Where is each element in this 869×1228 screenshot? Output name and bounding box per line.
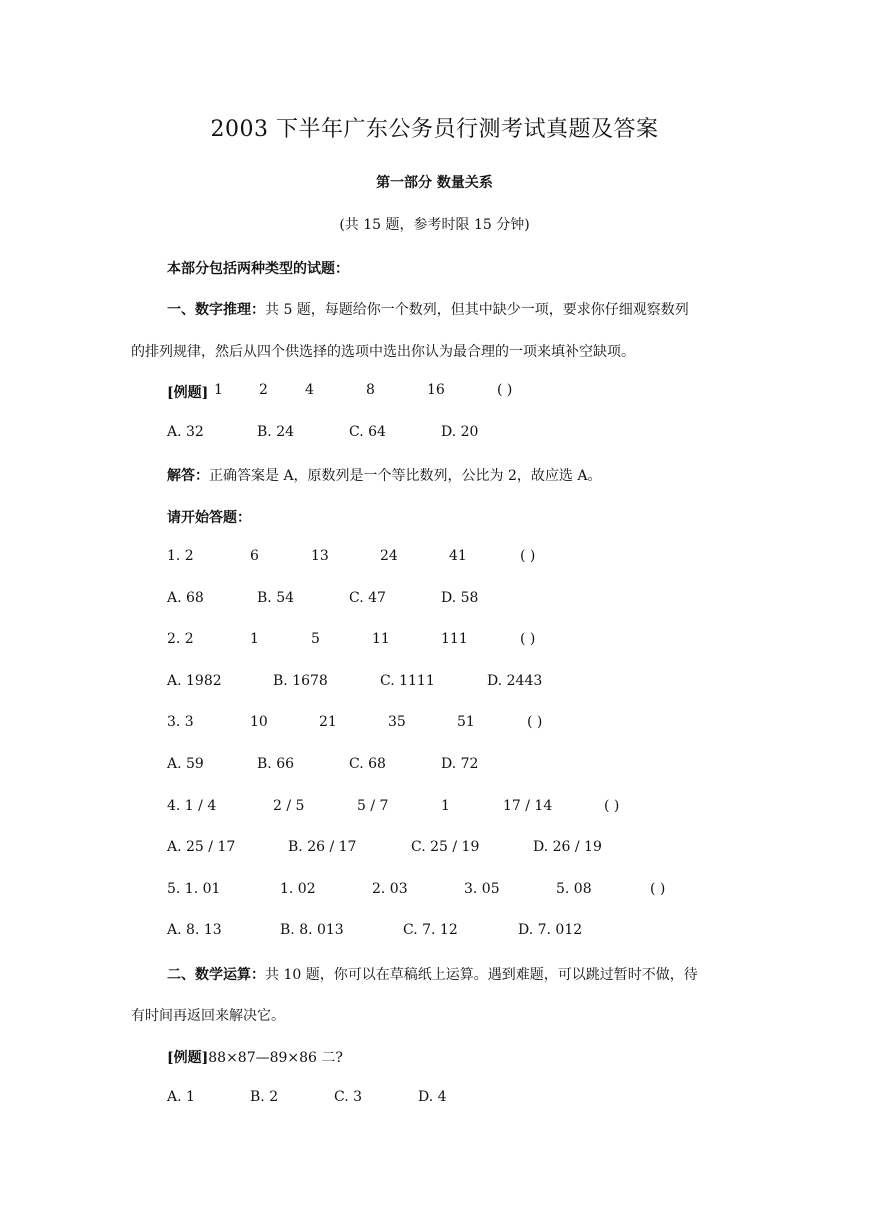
question-term: 11 [372, 631, 390, 647]
option: B. 54 [257, 590, 295, 606]
option: A. 1 [167, 1089, 195, 1105]
answer-label: 解答： [167, 468, 209, 484]
question-term: 2. 03 [372, 881, 408, 897]
example-expression: 88×87—89×86 二? [208, 1050, 343, 1066]
option: C. 47 [349, 590, 386, 606]
question-term: 2 / 5 [273, 798, 305, 814]
example-term: 16 [427, 382, 445, 398]
question-term: 21 [319, 714, 337, 730]
example-term: 2 [259, 382, 268, 398]
example-term: 4 [305, 382, 314, 398]
question-term: 1 [250, 631, 259, 647]
option: D. 26 / 19 [533, 839, 602, 855]
option: B. 66 [257, 756, 295, 772]
question-term: 41 [449, 548, 467, 564]
section2-heading: 二、数学运算： [167, 967, 265, 983]
question-term: 1 [441, 798, 450, 814]
question-term: 5. 1. 01 [167, 881, 221, 897]
start-label: 请开始答题： [167, 510, 251, 526]
option: A. 8. 13 [167, 922, 222, 938]
option: A. 25 / 17 [167, 839, 236, 855]
option: B. 26 / 17 [288, 839, 357, 855]
answer-text: 正确答案是 A，原数列是一个等比数列，公比为 2，故应选 A。 [209, 468, 602, 484]
example-blank: ( ) [497, 382, 513, 398]
question-blank: ( ) [604, 798, 620, 814]
option: A. 68 [167, 590, 204, 606]
option: B. 8. 013 [280, 922, 344, 938]
section1-text-line2: 的排列规律，然后从四个供选择的选项中选出你认为最合理的一项来填补空缺项。 [131, 344, 635, 360]
document-title: 2003 下半年广东公务员行测考试真题及答案 [210, 117, 659, 142]
section1-text-line1: 共 5 题，每题给你一个数列，但其中缺少一项，要求你仔细观察数列 [265, 302, 689, 318]
section1-heading: 一、数字推理： [167, 302, 265, 318]
example-term: 1 [214, 382, 223, 398]
option: A. 59 [167, 756, 204, 772]
section2-text-line2: 有时间再返回来解决它。 [131, 1008, 285, 1024]
section2-text-line1: 共 10 题，你可以在草稿纸上运算。遇到难题，可以跳过暂时不做，待 [265, 967, 698, 983]
option: A. 32 [167, 424, 204, 440]
option: A. 1982 [167, 673, 222, 689]
answer-paragraph [167, 465, 601, 485]
option: C. 1111 [380, 673, 435, 689]
question-term: 111 [441, 631, 468, 647]
question-blank: ( ) [520, 631, 536, 647]
question-term: 4. 1 / 4 [167, 798, 217, 814]
question-term: 13 [311, 548, 329, 564]
question-term: 10 [250, 714, 268, 730]
option: C. 7. 12 [403, 922, 458, 938]
example-label: [例题] [167, 385, 209, 401]
question-term: 5 / 7 [357, 798, 389, 814]
question-term: 2. 2 [167, 631, 194, 647]
part-note: (共 15 题，参考时限 15 分钟) [339, 217, 530, 233]
option: B. 1678 [273, 673, 328, 689]
option: D. 2443 [487, 673, 543, 689]
question-term: 51 [457, 714, 475, 730]
option: B. 24 [257, 424, 295, 440]
option: D. 58 [441, 590, 479, 606]
question-term: 6 [250, 548, 259, 564]
question-term: 1. 02 [280, 881, 316, 897]
question-term: 5. 08 [556, 881, 592, 897]
question-term: 5 [311, 631, 320, 647]
option: D. 72 [441, 756, 479, 772]
option: C. 25 / 19 [411, 839, 480, 855]
question-term: 1. 2 [167, 548, 194, 564]
option: C. 64 [349, 424, 386, 440]
intro-text: 本部分包括两种类型的试题： [167, 261, 349, 277]
option: C. 3 [334, 1089, 363, 1105]
question-term: 35 [388, 714, 406, 730]
question-blank: ( ) [520, 548, 536, 564]
question-term: 3. 05 [464, 881, 500, 897]
option: D. 4 [418, 1089, 447, 1105]
section2-example [167, 1047, 343, 1067]
option: C. 68 [349, 756, 386, 772]
question-blank: ( ) [650, 881, 666, 897]
section2-paragraph-line1 [167, 964, 698, 984]
option: B. 2 [250, 1089, 279, 1105]
question-term: 3. 3 [167, 714, 194, 730]
section1-paragraph-line1 [167, 299, 689, 319]
question-term: 17 / 14 [503, 798, 553, 814]
part-title: 第一部分 数量关系 [376, 175, 493, 191]
question-term: 24 [380, 548, 398, 564]
example-label: [例题] [167, 1050, 209, 1066]
example-term: 8 [366, 382, 375, 398]
option: D. 7. 012 [518, 922, 583, 938]
question-blank: ( ) [527, 714, 543, 730]
option: D. 20 [441, 424, 479, 440]
